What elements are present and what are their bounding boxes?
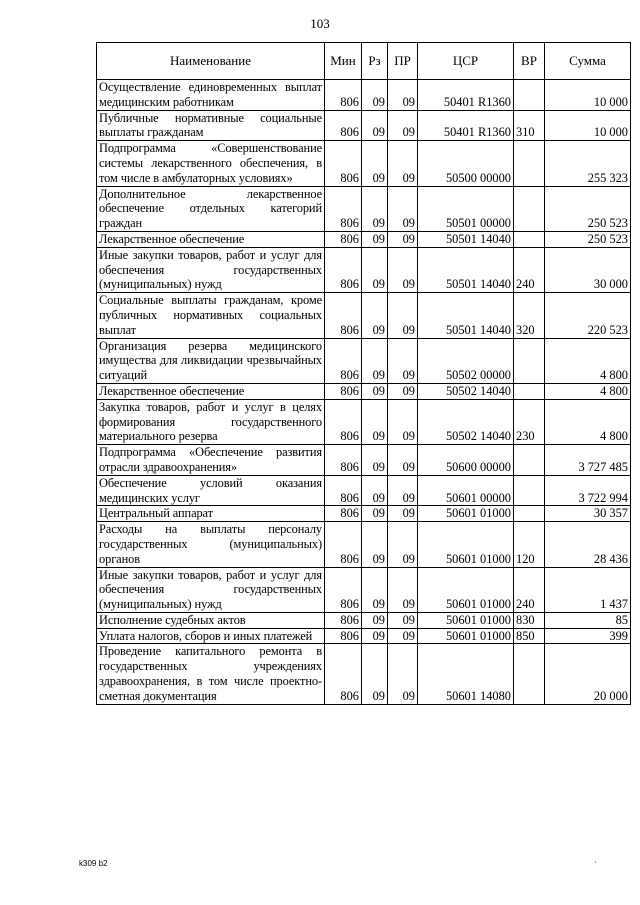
row-rz: 09 [362,445,388,476]
header-min: Мин [325,43,362,80]
row-pr: 09 [388,612,418,628]
row-name: Организация резерва медицинского имущества для ликвидации чрезвычайных ситуаций [97,338,325,383]
row-pr: 09 [388,338,418,383]
table-row [97,475,631,506]
row-sum: 10 000 [545,110,631,141]
row-min: 806 [325,293,362,338]
row-pr: 09 [388,644,418,704]
footer-mark: · [594,858,597,867]
footer-code: k309 b2 [79,859,108,868]
row-csr: 50401 R1360 [418,80,514,111]
row-name: Дополнительное лекарственное обеспечение отдельных категорий граждан [97,186,325,231]
table-row [97,338,631,383]
row-name: Центральный аппарат [97,506,325,522]
row-csr: 50601 14080 [418,644,514,704]
row-sum: 10 000 [545,80,631,111]
row-sum: 4 800 [545,383,631,399]
row-rz: 09 [362,186,388,231]
row-pr: 09 [388,80,418,111]
page-number: 103 [310,16,330,31]
row-csr: 50501 14040 [418,231,514,247]
row-rz: 09 [362,338,388,383]
header-vr: ВР [514,43,545,80]
row-name: Закупка товаров, работ и услуг в целях формирования государственного материального резерва [97,399,325,444]
row-csr: 50501 00000 [418,186,514,231]
row-rz: 09 [362,644,388,704]
row-rz: 09 [362,110,388,141]
row-min: 806 [325,80,362,111]
row-rz: 09 [362,567,388,612]
row-sum: 85 [545,612,631,628]
row-pr: 09 [388,231,418,247]
table-row [97,247,631,292]
row-csr: 50600 00000 [418,445,514,476]
header-name: Наименование [97,43,325,80]
row-vr [514,186,545,231]
row-vr [514,80,545,111]
row-csr: 50601 01000 [418,628,514,644]
row-sum: 220 523 [545,293,631,338]
row-pr: 09 [388,567,418,612]
row-vr [514,141,545,186]
row-name: Иные закупки товаров, работ и услуг для обеспечения государственных (муниципальных) нужд [97,567,325,612]
table-row [97,506,631,522]
row-min: 806 [325,567,362,612]
row-vr [514,445,545,476]
table-row [97,399,631,444]
row-sum: 30 000 [545,247,631,292]
row-vr: 320 [514,293,545,338]
row-csr: 50502 14040 [418,383,514,399]
row-rz: 09 [362,247,388,292]
row-vr: 310 [514,110,545,141]
row-min: 806 [325,383,362,399]
row-rz: 09 [362,383,388,399]
row-csr: 50502 14040 [418,399,514,444]
table-row [97,231,631,247]
row-rz: 09 [362,522,388,567]
row-pr: 09 [388,247,418,292]
row-pr: 09 [388,293,418,338]
row-min: 806 [325,475,362,506]
row-csr: 50401 R1360 [418,110,514,141]
row-csr: 50601 01000 [418,612,514,628]
row-rz: 09 [362,80,388,111]
row-csr: 50601 01000 [418,522,514,567]
row-sum: 30 357 [545,506,631,522]
row-rz: 09 [362,231,388,247]
row-vr [514,506,545,522]
row-sum: 250 523 [545,186,631,231]
row-pr: 09 [388,506,418,522]
table-row [97,186,631,231]
row-rz: 09 [362,141,388,186]
row-min: 806 [325,522,362,567]
table-row [97,383,631,399]
row-name: Иные закупки товаров, работ и услуг для обеспечения государственных (муниципальных) нужд [97,247,325,292]
row-vr [514,231,545,247]
table-row [97,293,631,338]
row-name: Лекарственное обеспечение [97,231,325,247]
header-pr: ПР [388,43,418,80]
row-min: 806 [325,338,362,383]
row-min: 806 [325,247,362,292]
table-row [97,522,631,567]
row-vr [514,644,545,704]
row-vr: 850 [514,628,545,644]
row-pr: 09 [388,475,418,506]
row-rz: 09 [362,612,388,628]
table-body [97,80,631,705]
row-rz: 09 [362,475,388,506]
row-min: 806 [325,612,362,628]
row-rz: 09 [362,628,388,644]
row-min: 806 [325,506,362,522]
row-name: Осуществление единовременных выплат медицинским работникам [97,80,325,111]
row-sum: 3 727 485 [545,445,631,476]
row-sum: 399 [545,628,631,644]
table-row [97,612,631,628]
row-vr: 830 [514,612,545,628]
row-min: 806 [325,445,362,476]
row-min: 806 [325,644,362,704]
row-csr: 50501 14040 [418,247,514,292]
row-name: Проведение капитального ремонта в государственных учреждениях здравоохранения, в том числе проектно-сметная документация [97,644,325,704]
row-min: 806 [325,186,362,231]
row-pr: 09 [388,186,418,231]
row-vr: 240 [514,567,545,612]
header-rz: Рз [362,43,388,80]
row-pr: 09 [388,445,418,476]
row-name: Расходы на выплаты персоналу государственных (муниципальных) органов [97,522,325,567]
row-sum: 4 800 [545,338,631,383]
row-vr [514,338,545,383]
row-pr: 09 [388,383,418,399]
budget-table [96,42,631,705]
row-rz: 09 [362,506,388,522]
row-name: Подпрограмма «Обеспечение развития отрасли здравоохранения» [97,445,325,476]
row-name: Исполнение судебных актов [97,612,325,628]
header-csr: ЦСР [418,43,514,80]
table-row [97,644,631,704]
table-row [97,110,631,141]
table-row [97,141,631,186]
row-min: 806 [325,399,362,444]
row-sum: 1 437 [545,567,631,612]
row-min: 806 [325,141,362,186]
row-name: Лекарственное обеспечение [97,383,325,399]
row-vr: 230 [514,399,545,444]
row-rz: 09 [362,293,388,338]
row-csr: 50601 00000 [418,475,514,506]
header-sum: Сумма [545,43,631,80]
row-pr: 09 [388,628,418,644]
row-name: Обеспечение условий оказания медицинских услуг [97,475,325,506]
row-vr: 240 [514,247,545,292]
table-header-row [97,43,631,80]
table-row [97,445,631,476]
row-sum: 3 722 994 [545,475,631,506]
row-rz: 09 [362,399,388,444]
row-name: Публичные нормативные социальные выплаты гражданам [97,110,325,141]
row-sum: 4 800 [545,399,631,444]
row-min: 806 [325,628,362,644]
row-vr [514,383,545,399]
row-csr: 50500 00000 [418,141,514,186]
row-name: Социальные выплаты гражданам, кроме публичных нормативных социальных выплат [97,293,325,338]
row-sum: 250 523 [545,231,631,247]
row-sum: 28 436 [545,522,631,567]
row-csr: 50601 01000 [418,506,514,522]
row-name: Уплата налогов, сборов и иных платежей [97,628,325,644]
table-row [97,567,631,612]
row-csr: 50601 01000 [418,567,514,612]
row-vr [514,475,545,506]
row-pr: 09 [388,141,418,186]
row-sum: 255 323 [545,141,631,186]
row-pr: 09 [388,110,418,141]
row-csr: 50501 14040 [418,293,514,338]
row-sum: 20 000 [545,644,631,704]
table-row [97,80,631,111]
row-vr: 120 [514,522,545,567]
row-min: 806 [325,110,362,141]
row-csr: 50502 00000 [418,338,514,383]
row-pr: 09 [388,399,418,444]
row-min: 806 [325,231,362,247]
table-row [97,628,631,644]
row-pr: 09 [388,522,418,567]
row-name: Подпрограмма «Совершенствование системы лекарственного обеспечения, в том числе в амбулаторных условиях» [97,141,325,186]
